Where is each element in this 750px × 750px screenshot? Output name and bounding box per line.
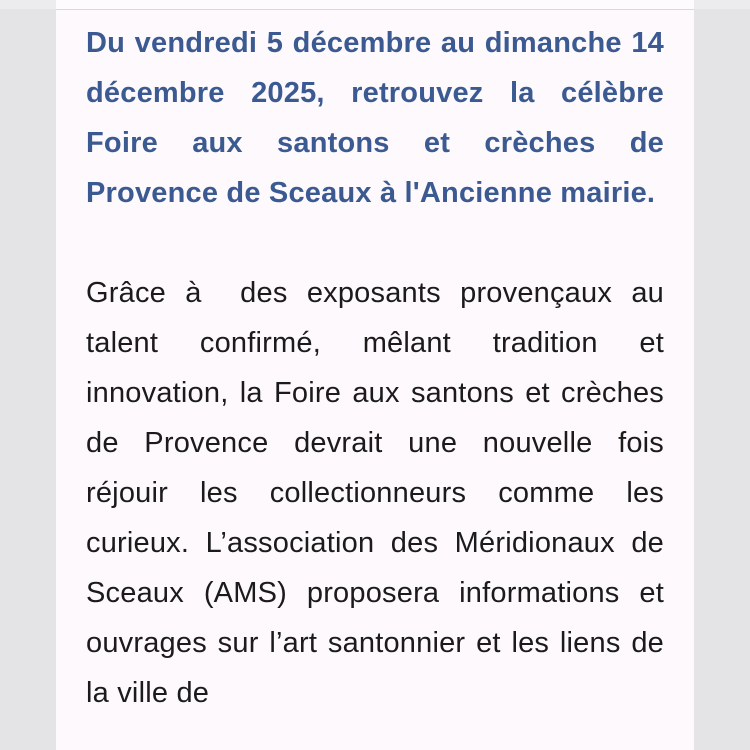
paragraph-spacer: [86, 218, 664, 268]
article-page: [56, 10, 694, 750]
article-lead-paragraph: Du vendredi 5 décembre au dimanche 14 décembre 2025, retrouvez la célèbre Foire aux santons et crèches de Provence de Sceaux à l'Ancienne mairie.: [86, 27, 664, 209]
previous-page-edge: [0, 0, 750, 9]
previous-page-bottom: [56, 0, 694, 10]
article-content: [86, 18, 673, 718]
article-body-paragraph: Grâce à des exposants provençaux au talent confirmé, mêlant tradition et innovation, la Foire aux santons et crèches de Provence devrait une nouvelle fois réjouir les collectionneurs comme les curieux. L’association des Méridionaux de Sceaux (AMS) proposera informations et ouvrages sur l’art santonnier et les liens de la ville de: [86, 277, 673, 709]
